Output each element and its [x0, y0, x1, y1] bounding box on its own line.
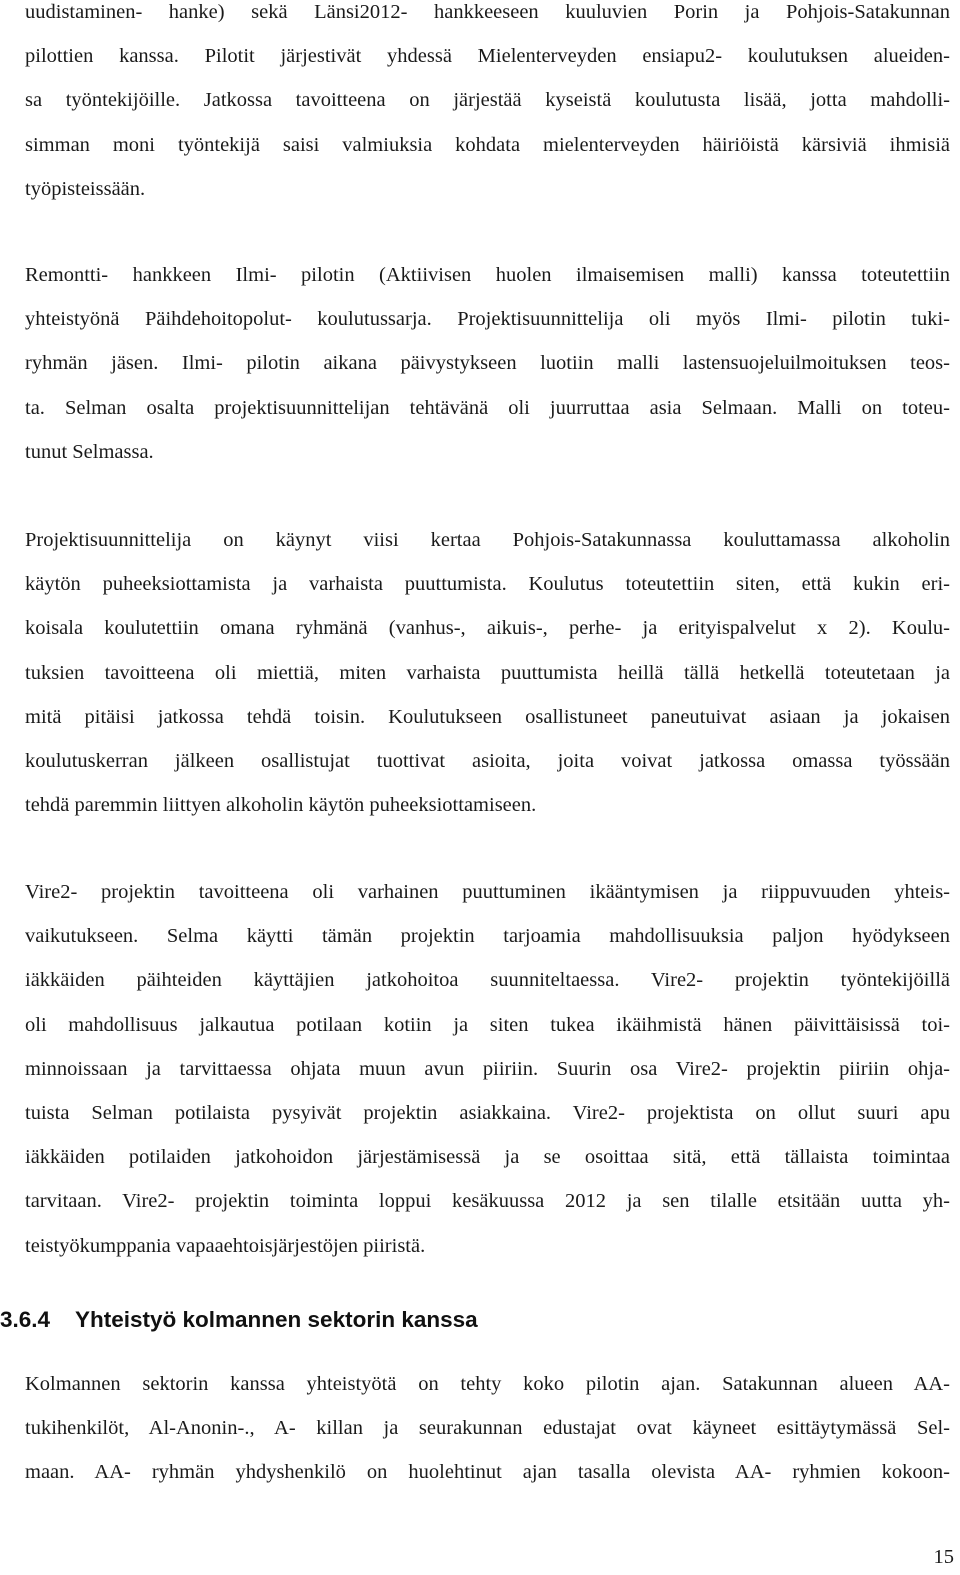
paragraph-mielenterveys-koulutus [25, 0, 950, 211]
text-line: tukihenkilöt, Al-Anonin-., A- killan ja seurakunnan edustajat ovat käyneet esittäytymässä Sel- [25, 1417, 950, 1440]
text-line: tarvitaan. Vire2- projektin toiminta loppui kesäkuussa 2012 ja sen tilalle etsitään uutta yh- [25, 1190, 950, 1213]
text-line: Vire2- projektin tavoitteena oli varhainen puuttuminen ikääntymisen ja riippuvuuden yhteis- [25, 881, 950, 903]
text-line: tehdä paremmin liittyen alkoholin käytön puheeksiottamiseen. [25, 794, 537, 817]
text-line: tuista Selman potilaista pysyivät projektin asiakkaina. Vire2- projektista on ollut suuri apu [25, 1101, 950, 1124]
text-line: tuksien tavoitteena oli miettiä, miten varhaista puuttumista heillä tällä hetkellä toteutetaan ja [25, 661, 950, 684]
text-line: teistyökumppania vapaaehtoisjärjestöjen piiristä. [25, 1234, 426, 1257]
text-line: vaikutukseen. Selma käytti tämän projektin tarjoamia mahdollisuuksia paljon hyödykseen [25, 925, 950, 948]
text-line: Remontti- hankkeen Ilmi- pilotin (Aktiivisen huolen ilmaisemisen malli) kanssa toteutettiin [25, 264, 950, 286]
section-heading [0, 1300, 478, 1340]
text-line: työpisteissään. [25, 177, 146, 200]
text-line: ta. Selman osalta projektisuunnittelijan tehtävänä oli juurruttaa asia Selmaan. Malli on toteu- [25, 396, 950, 419]
text-line: pilottien kanssa. Pilotit järjestivät yhdessä Mielenterveyden ensiapu2- koulutuksen alueiden- [25, 45, 950, 68]
text-line: simman moni työntekijä saisi valmiuksia kohdata mielenterveyden häiriöistä kärsiviä ihmisiä [25, 133, 950, 156]
text-line: ryhmän jäsen. Ilmi- pilotin aikana päivystykseen luotiin malli lastensuojeluilmoituksen teos- [25, 352, 950, 375]
paragraph-ilmi-pilotti [25, 253, 950, 474]
text-line: yhteistyönä Päihdehoitopolut- koulutussarja. Projektisuunnittelija oli myös Ilmi- pilotin tuki- [25, 308, 950, 331]
text-line: Projektisuunnittelija on käynyt viisi kertaa Pohjois-Satakunnassa kouluttamassa alkoholin [25, 529, 950, 551]
text-line: koisala koulutettiin omana ryhmänä (vanhus-, aikuis-, perhe- ja erityispalvelut x 2). Koulu- [25, 617, 950, 640]
text-line: Kolmannen sektorin kanssa yhteistyötä on tehty koko pilotin ajan. Satakunnan alueen AA- [25, 1373, 950, 1395]
text-line: minnoissaan ja tarvittaessa ohjata muun avun piiriin. Suurin osa Vire2- projektin piiriin ohja- [25, 1057, 950, 1080]
text-line: oli mahdollisuus jalkautua potilaan kotiin ja siten tukea ikäihmistä hänen päivittäisissä toi- [25, 1013, 950, 1036]
section-title: Yhteistyö kolmannen sektorin kanssa [75, 1307, 478, 1332]
text-line: mitä pitäisi jatkossa tehdä toisin. Koulutukseen osallistuneet paneutuivat asiaan ja jokaisen [25, 705, 950, 728]
text-line: maan. AA- ryhmän yhdyshenkilö on huolehtinut ajan tasalla olevista AA- ryhmien kokoon- [25, 1461, 950, 1484]
paragraph-kolmas-sektori [25, 1362, 950, 1495]
text-line: koulutuskerran jälkeen osallistujat tuottivat asioita, joita voivat jatkossa omassa työssään [25, 749, 950, 772]
section-number: 3.6.4 [0, 1307, 51, 1332]
text-line: iäkkäiden päihteiden käyttäjien jatkohoitoa suunniteltaessa. Vire2- projektin työntekijöillä [25, 969, 950, 992]
text-line: käytön puheeksiottamista ja varhaista puuttumista. Koulutus toteutettiin siten, että kukin eri- [25, 573, 950, 596]
text-line: sa työntekijöille. Jatkossa tavoitteena on järjestää kyseistä koulutusta lisää, jotta mahdolli- [25, 89, 950, 112]
paragraph-vire2-projekti [25, 870, 950, 1268]
text-line: iäkkäiden potilaiden jatkohoidon järjestämisessä ja se osoittaa sitä, että tällaista toimintaa [25, 1146, 950, 1169]
paragraph-alkoholi-koulutus [25, 518, 950, 827]
text-line: uudistaminen- hanke) sekä Länsi2012- hankkeeseen kuuluvien Porin ja Pohjois-Satakunnan [25, 1, 950, 23]
page-number: 15 [933, 1546, 954, 1568]
text-line: tunut Selmassa. [25, 440, 154, 463]
